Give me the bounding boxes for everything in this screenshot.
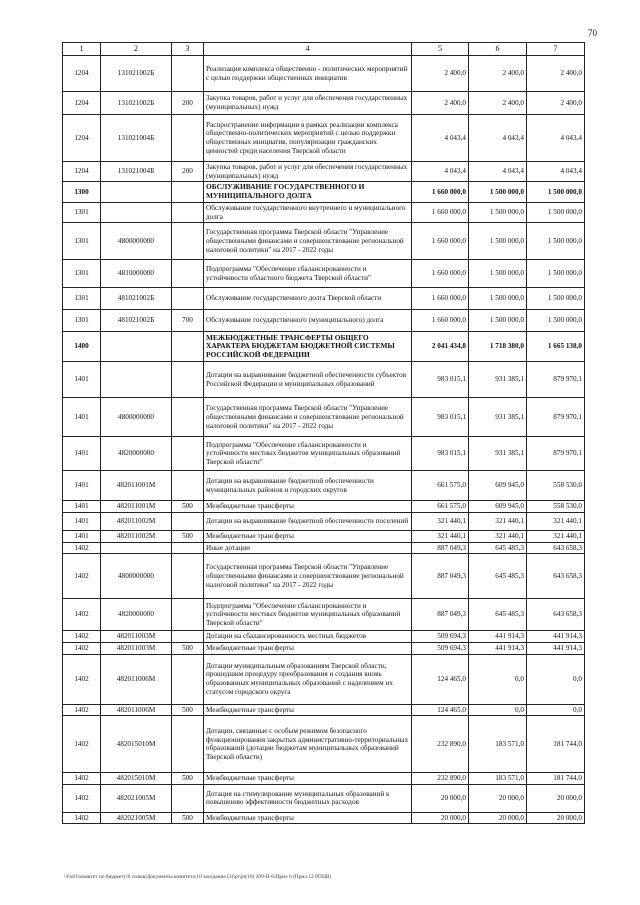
amount-year3-cell: 0,0 <box>527 704 585 716</box>
item-name-cell: Государственная программа Тверской области "Управление общественными финансами и совершенствование региональной налоговой политики" на 2017 - 2022 годы <box>204 223 412 260</box>
target-article-cell: 482011002М <box>101 512 172 530</box>
amount-year3-cell: 1 500 000,0 <box>527 203 585 223</box>
table-row <box>63 398 585 437</box>
section-code-cell: 1301 <box>63 260 101 288</box>
table-row <box>63 56 585 92</box>
amount-year3-cell: 441 914,3 <box>527 642 585 654</box>
expense-type-cell <box>172 332 204 362</box>
amount-year1-cell: 1 660 000,0 <box>412 288 469 310</box>
expense-type-cell: 500 <box>172 642 204 654</box>
target-article-cell <box>101 203 172 223</box>
table-row <box>63 654 585 704</box>
amount-year1-cell: 2 041 434,8 <box>412 332 469 362</box>
item-name-cell: Дотации на выравнивание бюджетной обеспеченности муниципальных районов и городских округов <box>204 471 412 501</box>
amount-year2-cell: 1 500 000,0 <box>469 310 527 332</box>
amount-year2-cell: 2 400,0 <box>469 56 527 92</box>
amount-year1-cell: 2 400,0 <box>412 92 469 115</box>
expense-type-cell <box>172 362 204 398</box>
amount-year3-cell: 1 665 138,0 <box>527 332 585 362</box>
section-code-cell: 1401 <box>63 437 101 471</box>
amount-year2-cell: 931 385,1 <box>469 362 527 398</box>
amount-year1-cell: 321 440,1 <box>412 512 469 530</box>
amount-year1-cell: 232 890,0 <box>412 716 469 773</box>
target-article-cell: 482011002М <box>101 530 172 542</box>
amount-year1-cell: 887 049,3 <box>412 554 469 599</box>
section-code-cell: 1204 <box>63 162 101 182</box>
section-code-cell: 1402 <box>63 542 101 554</box>
amount-year1-cell: 124 465,0 <box>412 654 469 704</box>
amount-year2-cell: 1 500 000,0 <box>469 203 527 223</box>
target-article-cell: 482011001М <box>101 471 172 501</box>
section-code-cell: 1301 <box>63 203 101 223</box>
expense-type-cell <box>172 654 204 704</box>
amount-year3-cell: 558 530,0 <box>527 501 585 513</box>
item-name-cell: Межбюджетные трансферты <box>204 812 412 824</box>
section-code-cell: 1204 <box>63 92 101 115</box>
section-code-cell: 1301 <box>63 310 101 332</box>
target-article-cell: 131021004Б <box>101 115 172 162</box>
amount-year1-cell: 887 049,3 <box>412 599 469 631</box>
expense-type-cell <box>172 631 204 643</box>
file-path-footer: \\f\s01\комитет по бюджету\6 созыв\Документы комитета\10 заседание (3)\pr\pr(10) 209-П-6\Прил 6 (Прил 12 РПЦВ) <box>64 874 332 880</box>
table-row <box>63 542 585 554</box>
table-row <box>63 642 585 654</box>
header-col-7: 7 <box>527 43 585 56</box>
table-row <box>63 812 585 824</box>
amount-year3-cell: 0,0 <box>527 654 585 704</box>
section-code-cell: 1402 <box>63 784 101 812</box>
amount-year1-cell: 661 575,0 <box>412 471 469 501</box>
table-row <box>63 203 585 223</box>
amount-year3-cell: 181 744,0 <box>527 773 585 785</box>
item-name-cell: Межбюджетные трансферты <box>204 704 412 716</box>
section-code-cell: 1301 <box>63 288 101 310</box>
expense-type-cell: 500 <box>172 773 204 785</box>
section-code-cell: 1402 <box>63 704 101 716</box>
amount-year3-cell: 181 744,0 <box>527 716 585 773</box>
section-code-cell: 1204 <box>63 115 101 162</box>
expense-type-cell: 200 <box>172 162 204 182</box>
item-name-cell: Обслуживание государственного (муниципального) долга <box>204 310 412 332</box>
expense-type-cell: 700 <box>172 310 204 332</box>
item-name-cell: Дотации на сбалансированность местных бюджетов <box>204 631 412 643</box>
amount-year3-cell: 321 440,1 <box>527 530 585 542</box>
expense-type-cell <box>172 288 204 310</box>
section-code-cell: 1401 <box>63 471 101 501</box>
table-row <box>63 512 585 530</box>
target-article-cell: 482011003М <box>101 631 172 643</box>
target-article-cell <box>101 362 172 398</box>
item-name-cell: ОБСЛУЖИВАНИЕ ГОСУДАРСТВЕННОГО И МУНИЦИПАЛЬНОГО ДОЛГА <box>204 182 412 203</box>
table-row <box>63 501 585 513</box>
table-row <box>63 362 585 398</box>
section-code-cell: 1401 <box>63 362 101 398</box>
target-article-cell: 4800000000 <box>101 223 172 260</box>
section-code-cell: 1401 <box>63 512 101 530</box>
item-name-cell: Дотации на выравнивание бюджетной обеспеченности субъектов Российской Федерации и муниципальных образований <box>204 362 412 398</box>
amount-year3-cell: 4 043,4 <box>527 162 585 182</box>
amount-year2-cell: 321 440,1 <box>469 530 527 542</box>
table-row <box>63 631 585 643</box>
item-name-cell: Распространение информации в рамках реализации комплекса общественно-политических мероприятий с целью поддержки общественных инициатив, популяризации гражданских ценностей среди населения Тверской области <box>204 115 412 162</box>
item-name-cell: Подпрограмма "Обеспечение сбалансированности и устойчивости местных бюджетов муниципальных образований Тверской области" <box>204 437 412 471</box>
header-col-4: 4 <box>204 43 412 56</box>
target-article-cell: 481021002Б <box>101 288 172 310</box>
section-code-cell: 1400 <box>63 332 101 362</box>
amount-year1-cell: 1 660 000,0 <box>412 310 469 332</box>
target-article-cell: 482011006М <box>101 654 172 704</box>
amount-year3-cell: 1 500 000,0 <box>527 260 585 288</box>
item-name-cell: Межбюджетные трансферты <box>204 773 412 785</box>
amount-year3-cell: 1 500 000,0 <box>527 223 585 260</box>
item-name-cell: Дотация на стимулирование муниципальных образований к повышению эффективности бюджетных расходов <box>204 784 412 812</box>
amount-year2-cell: 20 000,0 <box>469 784 527 812</box>
page-number: 70 <box>588 28 597 38</box>
amount-year2-cell: 4 043,4 <box>469 115 527 162</box>
expense-type-cell <box>172 203 204 223</box>
target-article-cell: 482015010М <box>101 716 172 773</box>
amount-year3-cell: 20 000,0 <box>527 812 585 824</box>
expense-type-cell <box>172 398 204 437</box>
amount-year3-cell: 1 500 000,0 <box>527 288 585 310</box>
amount-year2-cell: 4 043,4 <box>469 162 527 182</box>
table-row <box>63 162 585 182</box>
expense-type-cell <box>172 554 204 599</box>
amount-year2-cell: 0,0 <box>469 704 527 716</box>
target-article-cell <box>101 332 172 362</box>
amount-year3-cell: 1 500 000,0 <box>527 310 585 332</box>
expense-type-cell <box>172 599 204 631</box>
amount-year2-cell: 645 485,3 <box>469 554 527 599</box>
amount-year1-cell: 20 000,0 <box>412 812 469 824</box>
item-name-cell: Дотации, связанные с особым режимом безопасного функционирования закрытых административно-территориальных образований (дотации бюджетам муниципальных образований Тверской области) <box>204 716 412 773</box>
header-col-1: 1 <box>63 43 101 56</box>
table-row <box>63 182 585 203</box>
amount-year1-cell: 1 660 000,0 <box>412 203 469 223</box>
item-name-cell: Подпрограмма "Обеспечение сбалансированности и устойчивости местных бюджетов муниципальных образований Тверской области" <box>204 599 412 631</box>
section-code-cell: 1402 <box>63 599 101 631</box>
target-article-cell: 482011006М <box>101 704 172 716</box>
section-code-cell: 1402 <box>63 654 101 704</box>
item-name-cell: Иные дотации <box>204 542 412 554</box>
expense-type-cell: 500 <box>172 704 204 716</box>
target-article-cell <box>101 542 172 554</box>
amount-year2-cell: 1 500 000,0 <box>469 223 527 260</box>
expense-type-cell <box>172 471 204 501</box>
item-name-cell: Закупка товаров, работ и услуг для обеспечения государственных (муниципальных) нужд <box>204 162 412 182</box>
table-row <box>63 92 585 115</box>
expense-type-cell: 200 <box>172 92 204 115</box>
table-header-row <box>63 43 585 56</box>
target-article-cell: 4800000000 <box>101 398 172 437</box>
expense-type-cell <box>172 182 204 203</box>
table-row <box>63 784 585 812</box>
item-name-cell: МЕЖБЮДЖЕТНЫЕ ТРАНСФЕРТЫ ОБЩЕГО ХАРАКТЕРА БЮДЖЕТАМ БЮДЖЕТНОЙ СИСТЕМЫ РОССИЙСКОЙ ФЕДЕРАЦИИ <box>204 332 412 362</box>
section-code-cell: 1402 <box>63 716 101 773</box>
item-name-cell: Дотации муниципальным образованиям Тверской области, прошедшим процедуру преобразования и создания вновь образованных муниципальных образований с наделением их статусом городского округа <box>204 654 412 704</box>
item-name-cell: Закупка товаров, работ и услуг для обеспечения государственных (муниципальных) нужд <box>204 92 412 115</box>
amount-year1-cell: 983 015,1 <box>412 362 469 398</box>
expense-type-cell <box>172 56 204 92</box>
amount-year1-cell: 661 575,0 <box>412 501 469 513</box>
table-row <box>63 288 585 310</box>
amount-year2-cell: 2 400,0 <box>469 92 527 115</box>
amount-year3-cell: 441 914,3 <box>527 631 585 643</box>
table-row <box>63 310 585 332</box>
amount-year3-cell: 879 970,1 <box>527 362 585 398</box>
amount-year3-cell: 879 970,1 <box>527 437 585 471</box>
amount-year2-cell: 1 718 380,0 <box>469 332 527 362</box>
amount-year3-cell: 20 000,0 <box>527 784 585 812</box>
item-name-cell: Подпрограмма "Обеспечение сбалансированности и устойчивости областного бюджета Тверской области" <box>204 260 412 288</box>
item-name-cell: Межбюджетные трансферты <box>204 642 412 654</box>
expense-type-cell <box>172 784 204 812</box>
section-code-cell: 1401 <box>63 398 101 437</box>
amount-year1-cell: 321 440,1 <box>412 530 469 542</box>
section-code-cell: 1301 <box>63 223 101 260</box>
amount-year1-cell: 509 694,3 <box>412 631 469 643</box>
table-row <box>63 115 585 162</box>
section-code-cell: 1401 <box>63 501 101 513</box>
target-article-cell: 482011003М <box>101 642 172 654</box>
table-row <box>63 471 585 501</box>
section-code-cell: 1402 <box>63 773 101 785</box>
amount-year2-cell: 609 945,0 <box>469 471 527 501</box>
expense-type-cell <box>172 437 204 471</box>
amount-year2-cell: 0,0 <box>469 654 527 704</box>
amount-year1-cell: 887 049,3 <box>412 542 469 554</box>
amount-year1-cell: 983 015,1 <box>412 398 469 437</box>
amount-year3-cell: 321 440,1 <box>527 512 585 530</box>
amount-year2-cell: 1 500 000,0 <box>469 260 527 288</box>
amount-year3-cell: 879 970,1 <box>527 398 585 437</box>
expense-type-cell <box>172 542 204 554</box>
section-code-cell: 1204 <box>63 56 101 92</box>
table-row <box>63 223 585 260</box>
expense-type-cell <box>172 260 204 288</box>
expense-type-cell <box>172 115 204 162</box>
amount-year2-cell: 931 385,1 <box>469 398 527 437</box>
section-code-cell: 1402 <box>63 554 101 599</box>
header-col-6: 6 <box>469 43 527 56</box>
amount-year3-cell: 558 530,0 <box>527 471 585 501</box>
expense-type-cell <box>172 223 204 260</box>
table-row <box>63 554 585 599</box>
target-article-cell: 481021002Б <box>101 310 172 332</box>
amount-year1-cell: 509 694,3 <box>412 642 469 654</box>
expense-type-cell: 500 <box>172 812 204 824</box>
amount-year2-cell: 609 945,0 <box>469 501 527 513</box>
amount-year2-cell: 645 485,3 <box>469 599 527 631</box>
amount-year3-cell: 643 658,3 <box>527 554 585 599</box>
table-row <box>63 716 585 773</box>
target-article-cell: 482021005М <box>101 784 172 812</box>
target-article-cell: 4820000000 <box>101 599 172 631</box>
target-article-cell <box>101 182 172 203</box>
item-name-cell: Межбюджетные трансферты <box>204 501 412 513</box>
amount-year2-cell: 183 571,0 <box>469 716 527 773</box>
table-row <box>63 260 585 288</box>
header-col-2: 2 <box>101 43 172 56</box>
amount-year1-cell: 1 660 000,0 <box>412 223 469 260</box>
amount-year2-cell: 20 000,0 <box>469 812 527 824</box>
item-name-cell: Межбюджетные трансферты <box>204 530 412 542</box>
table-row <box>63 437 585 471</box>
item-name-cell: Дотации на выравнивание бюджетной обеспеченности поселений <box>204 512 412 530</box>
section-code-cell: 1402 <box>63 642 101 654</box>
amount-year2-cell: 441 914,3 <box>469 631 527 643</box>
section-code-cell: 1402 <box>63 631 101 643</box>
target-article-cell: 4810000000 <box>101 260 172 288</box>
amount-year3-cell: 4 043,4 <box>527 115 585 162</box>
table-body <box>63 56 585 824</box>
amount-year2-cell: 1 500 000,0 <box>469 288 527 310</box>
section-code-cell: 1300 <box>63 182 101 203</box>
amount-year2-cell: 931 385,1 <box>469 437 527 471</box>
item-name-cell: Государственная программа Тверской области "Управление общественными финансами и совершенствование региональной налоговой политики" на 2017 - 2022 годы <box>204 554 412 599</box>
amount-year1-cell: 1 660 000,0 <box>412 182 469 203</box>
expense-type-cell: 500 <box>172 530 204 542</box>
section-code-cell: 1401 <box>63 530 101 542</box>
section-code-cell: 1402 <box>63 812 101 824</box>
amount-year3-cell: 643 658,3 <box>527 599 585 631</box>
amount-year1-cell: 2 400,0 <box>412 56 469 92</box>
item-name-cell: Государственная программа Тверской области "Управление общественными финансами и совершенствование региональной налоговой политики" на 2017 - 2022 годы <box>204 398 412 437</box>
table-row <box>63 704 585 716</box>
item-name-cell: Обслуживание государственного внутреннего и муниципального долга <box>204 203 412 223</box>
amount-year2-cell: 441 914,3 <box>469 642 527 654</box>
amount-year3-cell: 2 400,0 <box>527 56 585 92</box>
header-col-5: 5 <box>412 43 469 56</box>
amount-year2-cell: 183 571,0 <box>469 773 527 785</box>
target-article-cell: 4820000000 <box>101 437 172 471</box>
amount-year3-cell: 643 658,3 <box>527 542 585 554</box>
amount-year1-cell: 124 465,0 <box>412 704 469 716</box>
table-row <box>63 599 585 631</box>
amount-year1-cell: 1 660 000,0 <box>412 260 469 288</box>
amount-year2-cell: 321 440,1 <box>469 512 527 530</box>
expense-type-cell <box>172 512 204 530</box>
amount-year2-cell: 645 485,3 <box>469 542 527 554</box>
target-article-cell: 131021002Б <box>101 92 172 115</box>
amount-year2-cell: 1 500 000,0 <box>469 182 527 203</box>
expense-type-cell <box>172 716 204 773</box>
amount-year1-cell: 4 043,4 <box>412 115 469 162</box>
target-article-cell: 482015010М <box>101 773 172 785</box>
header-col-3: 3 <box>172 43 204 56</box>
target-article-cell: 4800000000 <box>101 554 172 599</box>
amount-year1-cell: 4 043,4 <box>412 162 469 182</box>
table-row <box>63 773 585 785</box>
table-row <box>63 530 585 542</box>
target-article-cell: 482021005М <box>101 812 172 824</box>
budget-table <box>62 42 585 824</box>
expense-type-cell: 500 <box>172 501 204 513</box>
amount-year1-cell: 20 000,0 <box>412 784 469 812</box>
target-article-cell: 131021004Б <box>101 162 172 182</box>
target-article-cell: 131021002Б <box>101 56 172 92</box>
target-article-cell: 482011001М <box>101 501 172 513</box>
amount-year1-cell: 983 015,1 <box>412 437 469 471</box>
amount-year1-cell: 232 890,0 <box>412 773 469 785</box>
table-row <box>63 332 585 362</box>
item-name-cell: Обслуживание государственного долга Тверской области <box>204 288 412 310</box>
item-name-cell: Реализация комплекса общественно - политических мероприятий с целью поддержки общественных инициатив <box>204 56 412 92</box>
amount-year3-cell: 2 400,0 <box>527 92 585 115</box>
amount-year3-cell: 1 500 000,0 <box>527 182 585 203</box>
